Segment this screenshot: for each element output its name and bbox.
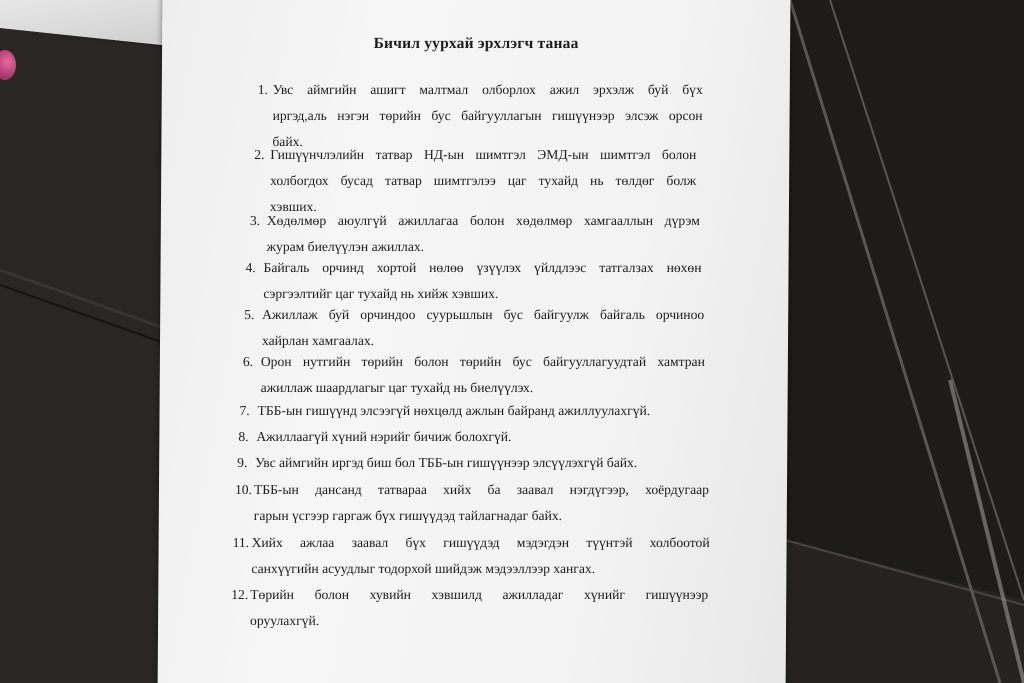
item-line: хэвших.: [269, 199, 317, 214]
document-page: [158, 0, 791, 683]
list-item-4: [245, 255, 705, 307]
item-number: 10.: [234, 482, 253, 497]
item-line: Төрийн болон хувийн хэвшилд ажилладаг хүнийг гишүүнээр: [250, 587, 709, 602]
list-item-7: [239, 398, 699, 424]
item-line: оруулахгүй.: [250, 613, 320, 628]
item-line: ТББ-ын дансанд татвараа хийх ба заавал нэгдүгээр, хоёрдугаар: [253, 482, 710, 497]
item-number: 9.: [237, 455, 248, 470]
item-line: Орон нутгийн төрийн болон төрийн бус байгууллагуудтай хамтран: [260, 354, 705, 369]
list-item-3: [250, 208, 710, 260]
item-line: Гишүүнчлэлийн татвар НД-ын шимтгэл ЭМД-ын шимтгэл болон: [270, 147, 697, 162]
list-item-12: [231, 582, 709, 634]
item-number: 4.: [245, 260, 256, 275]
document-title: Бичил уурхай эрхлэгч танаа: [373, 35, 579, 52]
item-number: 3.: [249, 213, 261, 228]
item-number: 7.: [239, 403, 250, 418]
item-number: 5.: [244, 307, 255, 322]
list-item-9: [237, 450, 697, 476]
item-line: журам биелүүлэн ажиллах.: [266, 239, 425, 254]
item-line: ТББ-ын гишүүнд элсээгүй нөхцөлд ажлын байранд ажиллуулахгүй.: [257, 403, 651, 418]
list-item-5: [244, 302, 704, 354]
item-line: Ажиллаагүй хүний нэрийг бичиж болохгүй.: [256, 429, 512, 444]
item-line: Байгаль орчинд хортой нөлөө үзүүлэх үйлдлээс татгалзах нөхөн: [263, 260, 702, 275]
item-line: иргэд,аль нэгэн төрийн бус байгууллагын гишүүнээр элсэж орсон: [272, 108, 703, 123]
item-number: 11.: [232, 535, 250, 550]
item-line: Хөдөлмөр аюулгүй ажиллагаа болон хөдөлмөр хамгааллын дүрэм: [266, 213, 700, 228]
item-line: гарын үсгээр гаргаж бүх гишүүдэд тайлагнадаг байх.: [253, 508, 563, 523]
item-line: Ажиллаж буй орчиндоо суурьшлын бус байгуулж байгаль орчиноо: [262, 307, 705, 322]
item-line: байх.: [272, 134, 303, 149]
list-item-8: [238, 424, 698, 450]
item-number: 12.: [231, 587, 249, 602]
list-item-10: [234, 477, 710, 529]
item-line: Хийх ажлаа заавал бүх гишүүдэд мэдэгдэн түүнтэй холбоотой: [251, 535, 710, 550]
item-number: 1.: [257, 82, 269, 97]
item-line: Увс аймгийн иргэд биш бол ТББ-ын гишүүнээр элсүүлэхгүй байх.: [255, 455, 638, 470]
list-item-11: [232, 530, 710, 582]
item-line: санхүүгийн асуудлыг тодорхой шийдэж мэдээллээр хангах.: [251, 561, 596, 576]
item-line: Увс аймгийн ашигт малтмал олборлох ажил эрхэлж буй бүх: [272, 82, 703, 97]
item-line: сэргээлтийг цаг тухайд нь хийж хэвших.: [263, 286, 499, 301]
item-line: ажиллаж шаардлагыг цаг тухайд нь биелүүлэх.: [260, 380, 534, 395]
item-line: холбогдох бусад татвар шимтгэлээ цаг тухайд нь төлдөг болж: [270, 173, 697, 188]
list-item-6: [243, 349, 703, 401]
item-number: 6.: [242, 354, 254, 369]
item-line: хайрлан хамгаалах.: [261, 333, 375, 348]
item-number: 2.: [254, 147, 265, 162]
item-number: 8.: [238, 429, 249, 444]
